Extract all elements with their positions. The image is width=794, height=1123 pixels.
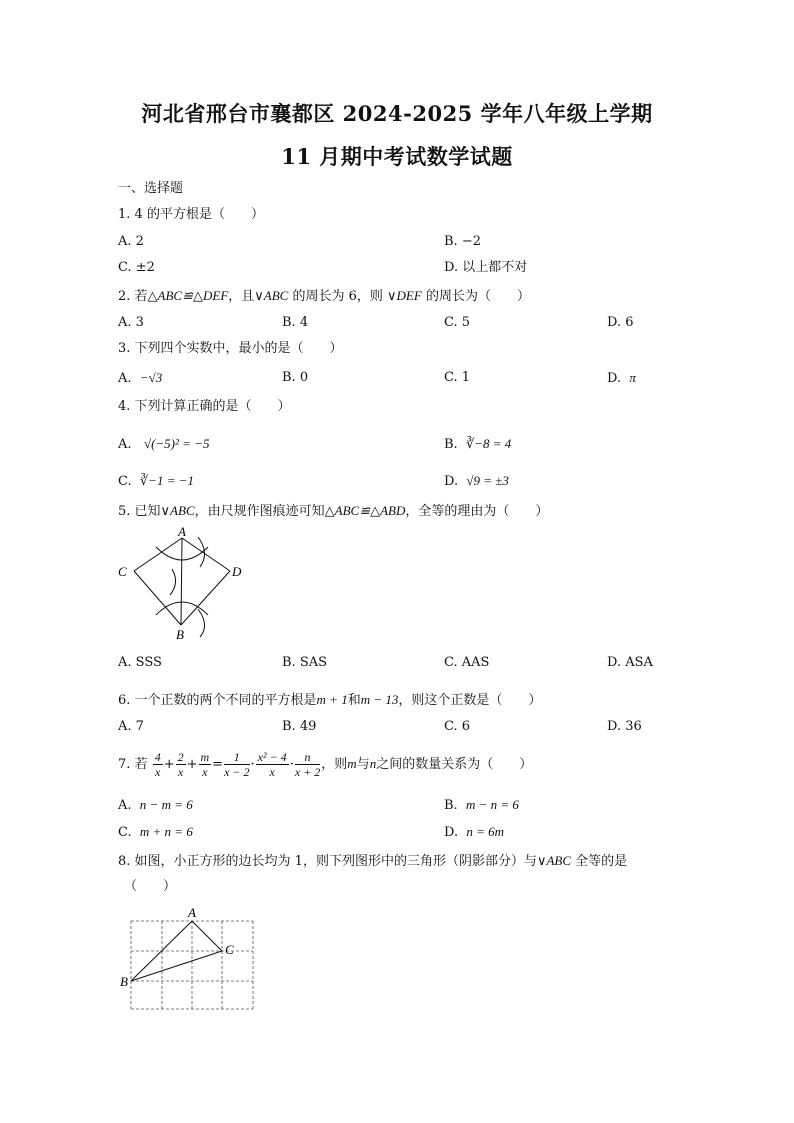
q6-option-d: D. 36 bbox=[607, 719, 642, 734]
q6-option-c: C. 6 bbox=[444, 719, 471, 734]
q4-option-c: C. ∛−1 = −1 bbox=[118, 473, 194, 489]
q2-stem: 2. 若△ABC≌△DEF，且∨ABC 的周长为 6，则 ∨DEF 的周长为（ ） bbox=[118, 288, 530, 304]
q5-label-d: D bbox=[232, 564, 242, 579]
q4-option-b: B. ∛−8 = 4 bbox=[444, 436, 512, 452]
q4-option-d: D. √9 = ±3 bbox=[444, 473, 509, 489]
q2-option-c: C. 5 bbox=[444, 315, 471, 330]
q8-stem-line2: （ ） bbox=[124, 879, 177, 894]
q1-option-c: C. ±2 bbox=[118, 260, 155, 275]
q7-option-c: C. m + n = 6 bbox=[118, 824, 193, 840]
q1-option-a: A. 2 bbox=[118, 234, 144, 249]
q4-option-a: A. √(−5)² = −5 bbox=[118, 436, 210, 452]
q7-stem: 7. 若 $\frac{4}{x}$ + $\frac{2}{x}$ + $\frac{m}{x}$ = $\frac{1}{x - 2}$ · $\frac{\text{x² − 4}}{x}$ · $\frac{n}{x + 2}$ ，则m与n之间的数量关系为（ ） bbox=[118, 750, 533, 779]
q7-option-b: B. m − n = 6 bbox=[444, 797, 519, 813]
q5-label-b: B bbox=[176, 627, 184, 642]
title-line-1: 河北省邢台市襄都区 2024-2025 学年八年级上学期 bbox=[141, 101, 653, 126]
q5-label-c: C bbox=[118, 564, 127, 579]
q5-stem: 5. 已知∨ABC，由尺规作图痕迹可知△ABC≌△ABD，全等的理由为（ ） bbox=[118, 503, 549, 519]
q1-option-b: B. −2 bbox=[444, 234, 481, 249]
q5-option-c: C. AAS bbox=[444, 655, 490, 670]
q3-option-d: D. π bbox=[607, 370, 636, 386]
q8-label-c: C bbox=[225, 942, 234, 957]
q3-stem: 3. 下列四个实数中，最小的是（ ） bbox=[118, 341, 343, 356]
q8-label-b: B bbox=[120, 974, 128, 989]
q7-option-d: D. n = 6m bbox=[444, 824, 505, 840]
q1-stem: 1. 4 的平方根是（ ） bbox=[118, 207, 264, 222]
q5-label-a: A bbox=[178, 525, 186, 539]
q8-figure bbox=[112, 904, 262, 1016]
q3-option-b: B. 0 bbox=[282, 370, 309, 385]
q4-stem: 4. 下列计算正确的是（ ） bbox=[118, 399, 291, 414]
q3-option-c: C. 1 bbox=[444, 370, 471, 385]
q7-option-a: A. n − m = 6 bbox=[118, 797, 193, 813]
title-line-2: 11 月期中考试数学试题 bbox=[281, 144, 513, 169]
q6-option-b: B. 49 bbox=[282, 719, 317, 734]
section-heading: 一、选择题 bbox=[118, 181, 184, 196]
q6-stem: 6. 一个正数的两个不同的平方根是m + 1和m − 13，则这个正数是（ ） bbox=[118, 692, 542, 708]
q6-option-a: A. 7 bbox=[118, 719, 144, 734]
q1-option-d: D. 以上都不对 bbox=[444, 260, 528, 275]
q5-option-b: B. SAS bbox=[282, 655, 328, 670]
q2-option-b: B. 4 bbox=[282, 315, 309, 330]
q8-stem: 8. 如图，小正方形的边长均为 1，则下列图形中的三角形（阴影部分）与∨ABC 全等的是 bbox=[118, 853, 628, 869]
q5-figure bbox=[112, 525, 252, 645]
q5-option-d: D. ASA bbox=[607, 655, 653, 670]
q3-option-a: A. −√3 bbox=[118, 370, 163, 386]
q2-option-d: D. 6 bbox=[607, 315, 634, 330]
q2-option-a: A. 3 bbox=[118, 315, 144, 330]
q8-label-a: A bbox=[188, 905, 196, 920]
q5-option-a: A. SSS bbox=[118, 655, 162, 670]
